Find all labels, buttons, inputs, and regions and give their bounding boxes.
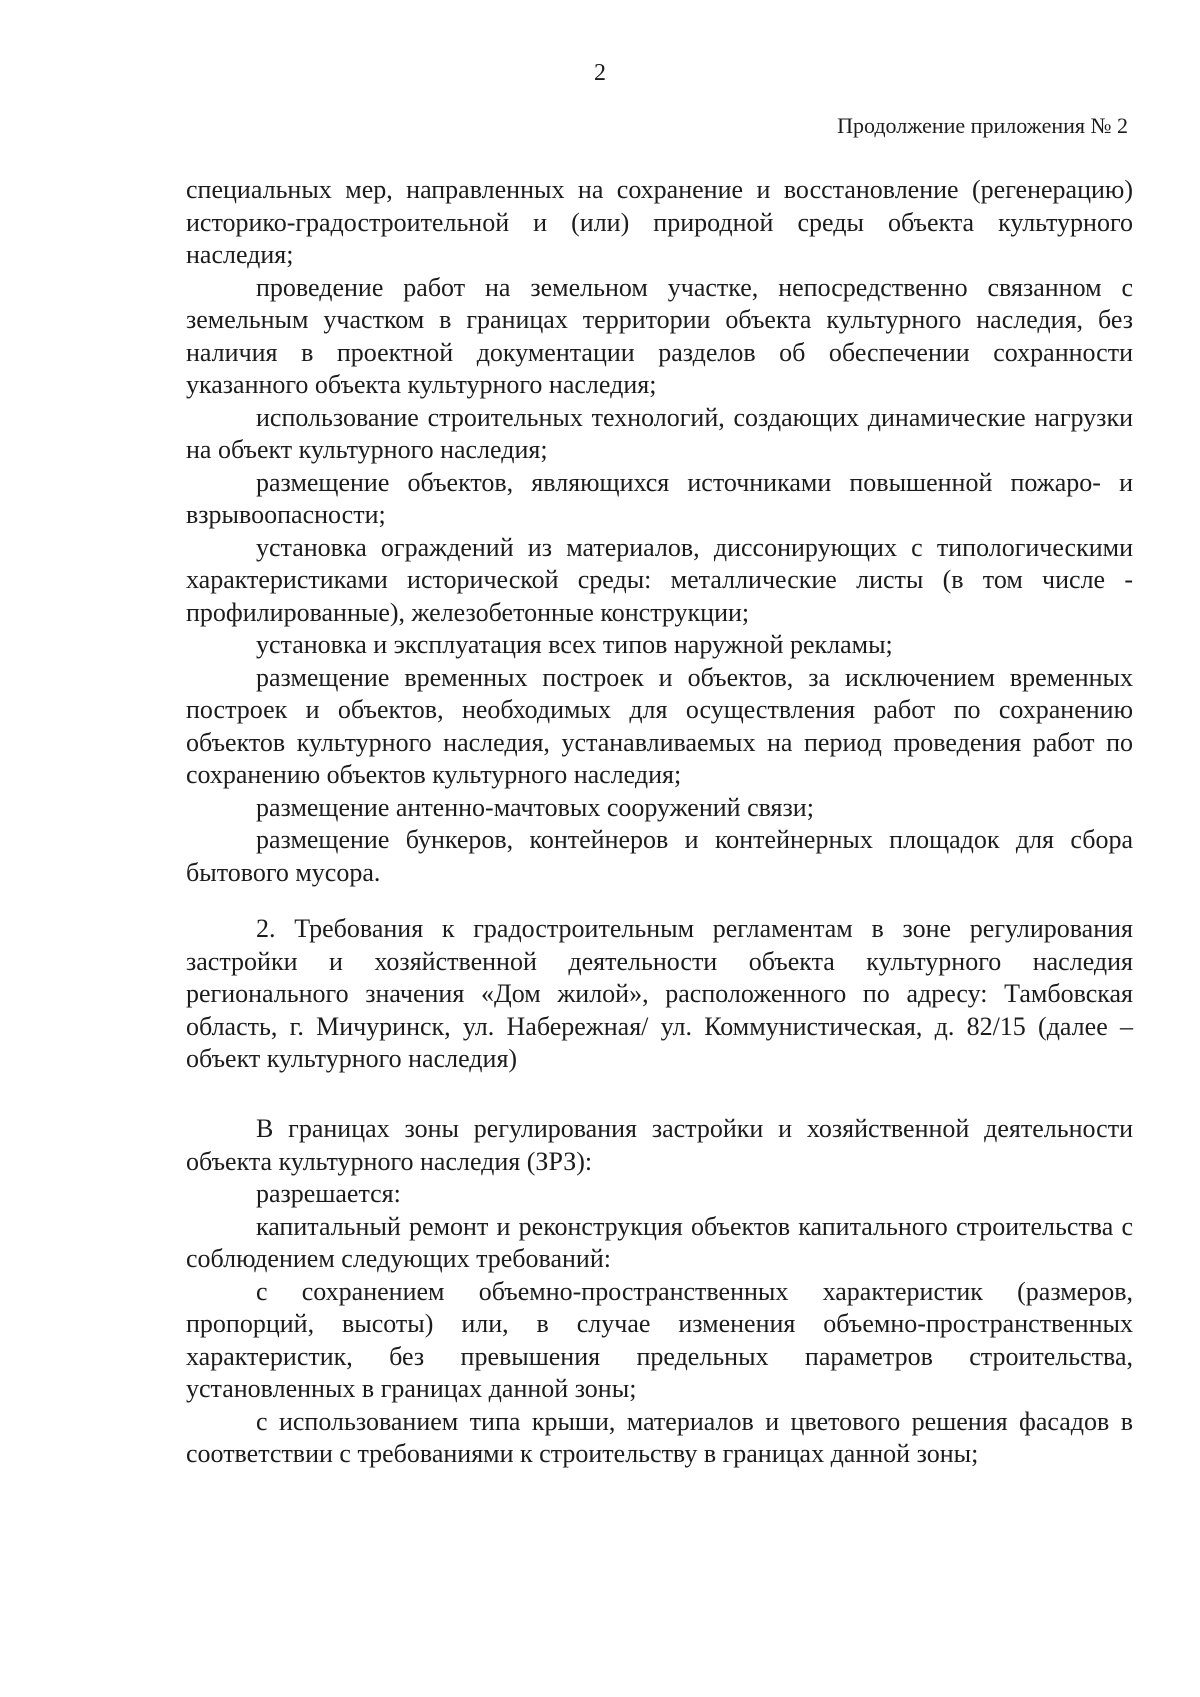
paragraph: с сохранением объемно-пространственных характеристик (размеров, пропорций, высоты) или, в случае изменения объемно-пространственных характеристик, без превышения предельных параметров строительства, установленных в границах данной зоны; [186, 1276, 1133, 1403]
continuation-header: Продолжение приложения № 2 [837, 113, 1128, 138]
paragraph: установка ограждений из материалов, диссонирующих с типологическими характеристиками исторической среды: металлические листы (в том числе - профилированные), железобетонные конструкции; [186, 532, 1133, 627]
paragraph: размещение бункеров, контейнеров и контейнерных площадок для сбора бытового мусора. [186, 825, 1133, 887]
paragraph: проведение работ на земельном участке, непосредственно связанном с земельным участком в границах территории объекта культурного наследия, без наличия в проектной документации разделов об обеспечении сохранности указанного объекта культурного наследия; [186, 272, 1133, 399]
paragraph: размещение объектов, являющихся источниками повышенной пожаро- и взрывоопасности; [186, 467, 1133, 529]
section-heading: 2. Требования к градостроительным регламентам в зоне регулирования застройки и хозяйственной деятельности объекта культурного наследия регионального значения «Дом жилой», расположенного по адресу: Тамбовская область, г. Мичуринск, ул. Набережная/ ул. Коммунистическая, д. 82/15 (далее – объект культурного наследия) [186, 914, 1133, 1073]
paragraph: капитальный ремонт и реконструкция объектов капитального строительства с соблюдением следующих требований: [186, 1211, 1133, 1273]
paragraph: специальных мер, направленных на сохранение и восстановление (регенерацию) историко-градостроительной и (или) природной среды объекта культурного наследия; [186, 175, 1133, 269]
paragraph: размещение антенно-мачтовых сооружений связи; [256, 792, 814, 822]
paragraph: с использованием типа крыши, материалов и цветового решения фасадов в соответствии с требованиями к строительству в границах данной зоны; [186, 1406, 1133, 1468]
paragraph: разрешается: [256, 1179, 401, 1208]
section-heading-block [186, 913, 1133, 1076]
paragraph: установка и эксплуатация всех типов наружной рекламы; [256, 630, 893, 659]
paragraph: использование строительных технологий, создающих динамические нагрузки на объект культурного наследия; [186, 402, 1133, 464]
paragraph: В границах зоны регулирования застройки и хозяйственной деятельности объекта культурного наследия (ЗРЗ): [186, 1114, 1133, 1176]
restrictions-list [186, 174, 1133, 889]
page-number: 2 [594, 60, 606, 86]
paragraph: размещение временных построек и объектов, за исключением временных построек и объектов, необходимых для осуществления работ по сохранению объектов культурного наследия, устанавливаемых на период проведения работ по сохранению объектов культурного наследия; [186, 662, 1133, 789]
zone-requirements [186, 1113, 1133, 1471]
